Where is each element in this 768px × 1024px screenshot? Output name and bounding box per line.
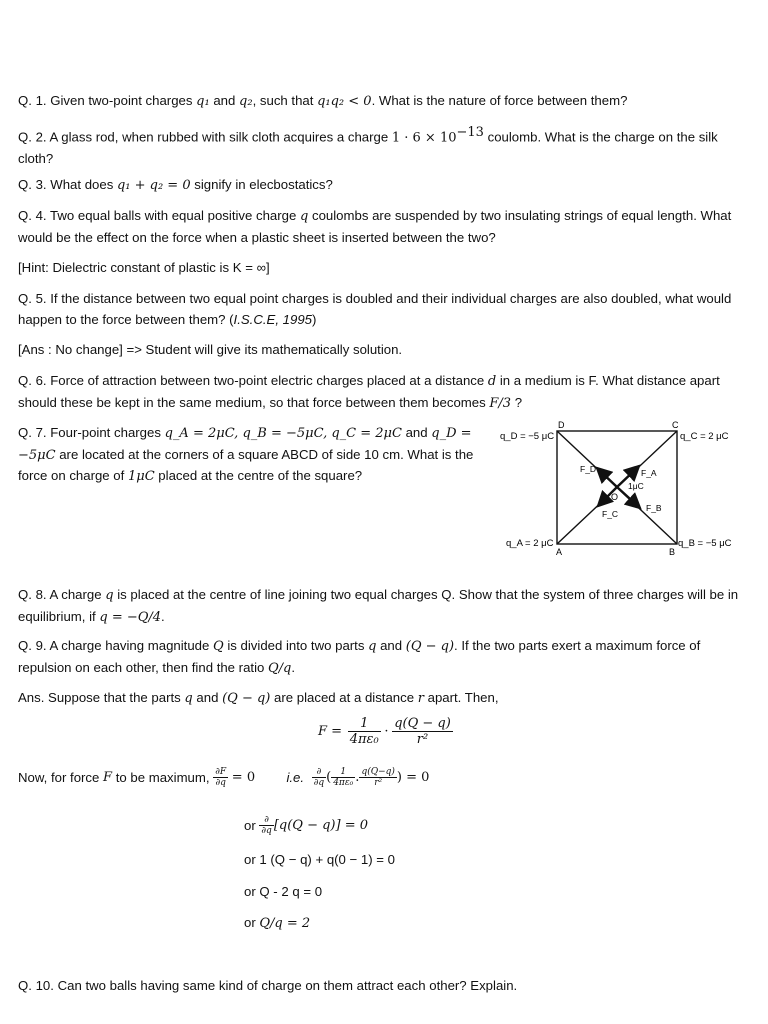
label-d: D [558,420,565,430]
question-7: Q. 7. Four-point charges q_A = 2μC, q_B = −5μC, q_C = 2μC and q_D = −5μC are located at the corners of a square ABCD of side 10 cm. What is the force on charge of 1μC placed at the centre of the square? [18,425,474,484]
label-qc: q_C = 2 μC [680,431,729,442]
step-3: or Q - 2 q = 0 [244,884,323,899]
answer-9-intro: Ans. Suppose that the parts q and (Q − q) are placed at a distance r apart. Then, [18,690,499,706]
question-9: Q. 9. A charge having magnitude Q is divided into two parts q and (Q − q). If the two parts exert a maximum force of repulsion on each other, then find the ratio Q/q. [18,638,701,676]
step-1: or $\frac{\partial}{\partial q}$ [q(Q − q)] = 0 [244,815,369,836]
force-arrow-fd [597,468,617,487]
question-5: Q. 5. If the distance between two equal point charges is doubled and their individual charges are also doubled, what would happen to the force between them? (I.S.C.E, 1995) [18,291,732,327]
label-a: A [556,547,563,557]
coulomb-formula: F = $\frac{1}{\text{4πε₀}}$ · $\frac{q(Q - q)}{\text{r²}}$ [318,716,451,747]
label-o: O [611,492,619,502]
label-b: B [669,547,676,557]
question-8: Q. 8. A charge q is placed at the centre of line joining two equal charges Q. Show that the system of three charges will be in equilibrium, if q = −Q/4. [18,587,739,625]
question-4: Q. 4. Two equal balls with equal positive charge q coulombs are suspended by two insulating strings of equal length. What would be the effect on the force when a plastic sheet is inserted between the two? [18,208,732,245]
question-1: Q. 1. Given two-point charges q₁ and q₂, such that q₁q₂ < 0. What is the nature of force between them? [18,93,628,109]
label-fc: F_C [602,509,619,519]
step-2: or 1 (Q − q) + q(0 − 1) = 0 [244,852,395,867]
hint-text: [Hint: Dielectric constant of plastic is K = ∞] [18,260,270,275]
square-charges-figure [500,418,740,560]
label-qb: q_B = −5 μC [678,538,732,549]
label-qa: q_A = 2 μC [506,538,554,549]
question-10: Q. 10. Can two balls having same kind of charge on them attract each other? Explain. [18,978,518,993]
step-4: or Q/q = 2 [244,915,311,931]
label-fd: F_D [580,464,597,474]
label-c: C [672,420,679,430]
answer-5: [Ans : No change] => Student will give its mathematically solution. [18,342,403,357]
label-fa: F_A [641,468,657,478]
question-3: Q. 3. What does q₁ + q₂ = 0 signify in elecbostatics? [18,177,333,193]
question-6: Q. 6. Force of attraction between two-point electric charges placed at a distance d in a medium is F. What distance apart should these be kept in the same medium, so that force between them becomes F/3 ? [18,373,720,411]
question-2: Q. 2. A glass rod, when rubbed with silk cloth acquires a charge $1 \cdot 6 \times 10^{-13}$ coulomb. What is the charge on the silk cloth? [18,125,718,166]
label-center-charge: 1μC [628,481,644,491]
label-qd: q_D = −5 μC [500,431,555,442]
label-fb: F_B [646,503,662,513]
maximum-condition: Now, for force F to be maximum, $\frac{\partial F}{\partial q}$ = 0 i.e. $\frac{\partial}{\partial q}$ ( $\frac{1}{\text{4πε₀}}$ . $\frac{q(Q-q)}{\text{r²}}$ ) = 0 [18,767,430,788]
